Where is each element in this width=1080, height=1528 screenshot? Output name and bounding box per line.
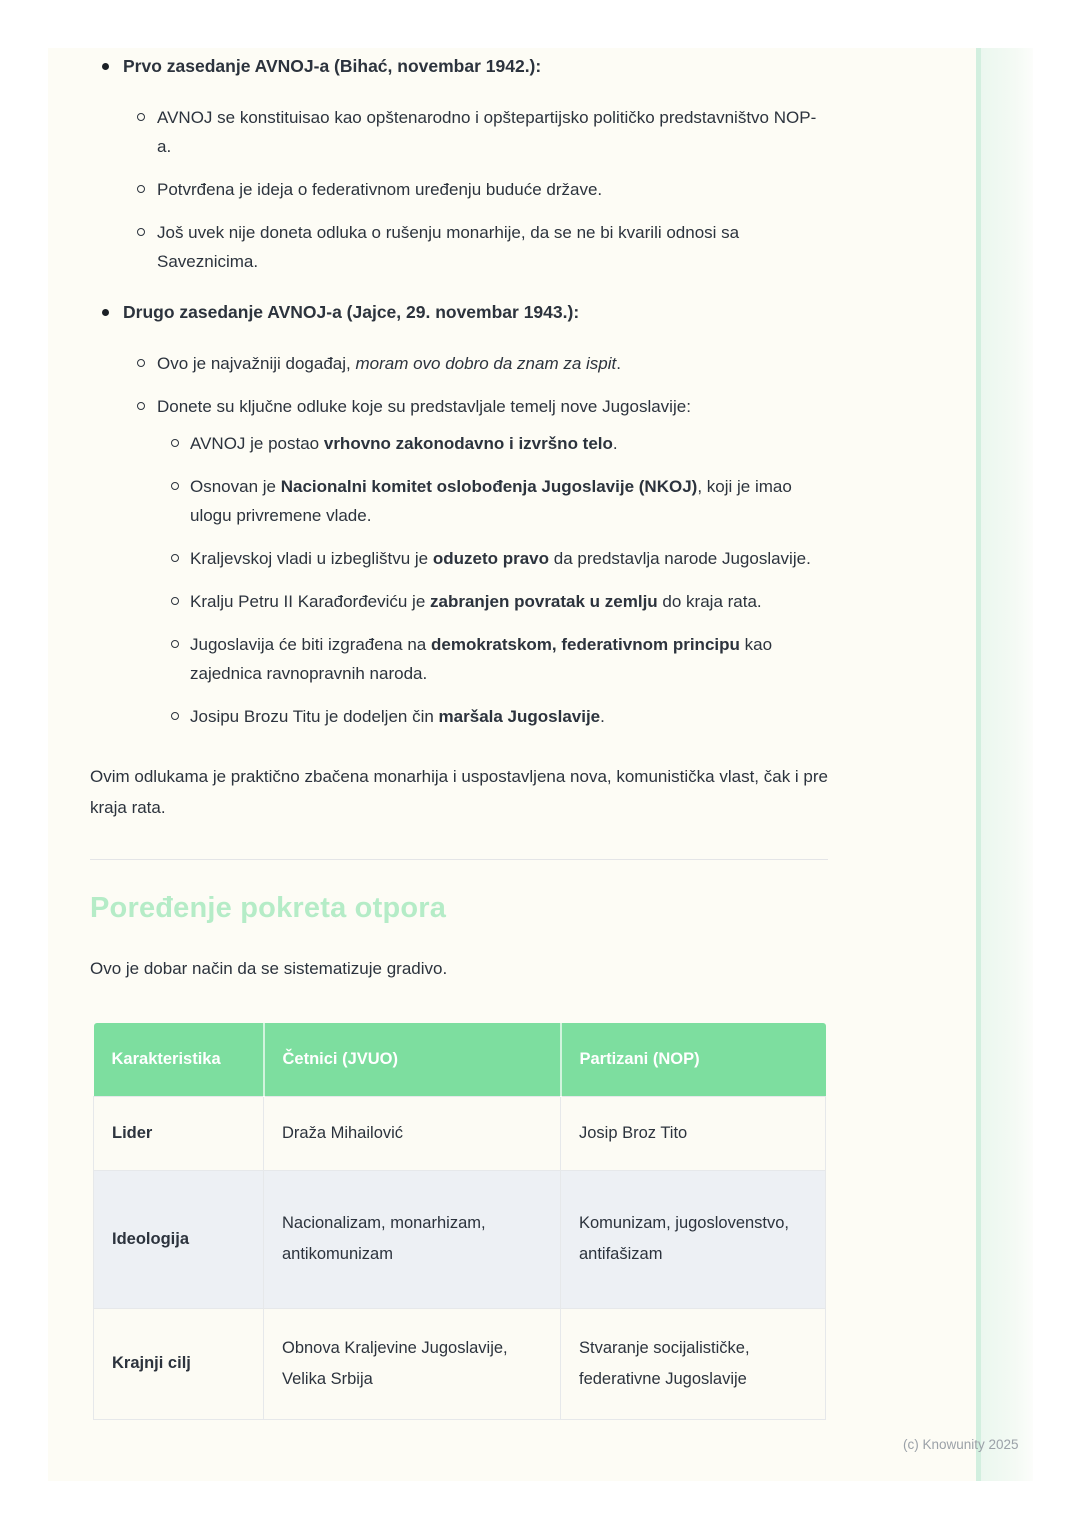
list-item-text: . — [616, 354, 621, 373]
list-item-text: Ovo je najvažniji događaj, — [157, 354, 356, 373]
page-edge-strip — [976, 48, 1033, 1481]
decision-item — [157, 702, 828, 731]
closing-paragraph: Ovim odlukama je praktično zbačena monarhija i uspostavljena nova, komunistička vlast, čak i pre kraja rata. — [90, 767, 828, 817]
comparison-intro: Ovo je dobar način da se sistematizuje gradivo. — [90, 959, 448, 978]
table-row — [94, 1308, 826, 1419]
first-session-title: Prvo zasedanje AVNOJ-a (Bihać, novembar 1942.): — [123, 56, 542, 76]
document-page — [48, 48, 1033, 1481]
table-cell: Draža Mihailović — [264, 1096, 561, 1170]
decision-text: da predstavlja narode Jugoslavije. — [549, 549, 811, 568]
column-header-partizani: Partizani (NOP) — [561, 1023, 826, 1096]
decisions-list — [157, 429, 828, 731]
first-session-item — [90, 52, 828, 276]
row-label: Lider — [94, 1096, 264, 1170]
table-cell: Obnova Kraljevine Jugoslavije, Velika Srbija — [264, 1308, 561, 1419]
decision-item — [157, 630, 828, 688]
first-session-sublist — [123, 103, 828, 276]
table-cell: Komunizam, jugoslovenstvo, antifašizam — [561, 1170, 826, 1308]
decision-text: . — [612, 434, 618, 453]
decision-text: Josipu Brozu Titu je dodeljen čin — [190, 707, 439, 726]
decision-item — [157, 544, 828, 573]
decision-item — [157, 472, 828, 530]
row-label: Krajnji cilj — [94, 1308, 264, 1419]
list-item-text: Potvrđena je ideja o federativnom uređenju buduće države. — [157, 180, 603, 199]
avnoj-sessions-list — [90, 52, 828, 731]
decision-highlight: maršala Jugoslavije — [438, 707, 601, 726]
decision-highlight: Nacionalni komitet oslobođenja Jugoslavije (NKOJ) — [280, 477, 698, 496]
table-row — [94, 1170, 826, 1308]
decision-item — [157, 587, 828, 616]
row-label: Ideologija — [94, 1170, 264, 1308]
decision-text: Jugoslavija će biti izgrađena na — [190, 635, 431, 654]
list-item — [123, 218, 828, 276]
second-session-item — [90, 298, 828, 731]
list-item-text: AVNOJ se konstituisao kao opštenarodno i opštepartijsko političko predstavništvo NOP-a. — [157, 108, 817, 156]
list-item — [123, 175, 828, 204]
list-item-text: Još uvek nije doneta odluka o rušenju monarhije, da se ne bi kvarili odnosi sa Saveznicima. — [157, 223, 740, 271]
list-item — [123, 392, 828, 731]
decision-text: do kraja rata. — [657, 592, 762, 611]
second-session-sublist — [123, 349, 828, 731]
comparison-table — [93, 1023, 826, 1420]
table-row — [94, 1096, 826, 1170]
decision-text: kao zajednica ravnopravnih naroda. — [190, 635, 773, 683]
comparison-heading: Poređenje pokreta otpora — [90, 892, 447, 924]
exam-note-italic: moram ovo dobro da znam za ispit — [355, 354, 617, 373]
list-item — [123, 349, 828, 378]
decision-highlight: demokratskom, federativnom principu — [430, 635, 740, 654]
decision-highlight: oduzeto pravo — [432, 549, 550, 568]
copyright-notice: (c) Knowunity 2025 — [903, 1437, 1019, 1452]
table-cell: Stvaranje socijalističke, federativne Jugoslavije — [561, 1308, 826, 1419]
column-header-karakteristika: Karakteristika — [94, 1023, 264, 1096]
decision-text: AVNOJ je postao — [190, 434, 324, 453]
decision-item — [157, 429, 828, 458]
second-session-title: Drugo zasedanje AVNOJ-a (Jajce, 29. novembar 1943.): — [123, 302, 580, 322]
decision-text: , koji je imao ulogu privremene vlade. — [190, 477, 792, 525]
decision-text: Kralju Petru II Karađorđeviću je — [190, 592, 431, 611]
decision-highlight: vrhovno zakonodavno i izvršno telo — [323, 434, 613, 453]
decision-text: . — [600, 707, 605, 726]
table-cell: Josip Broz Tito — [561, 1096, 826, 1170]
decision-text: Osnovan je — [190, 477, 281, 496]
table-header-row — [94, 1023, 826, 1096]
decision-text: Kraljevskoj vladi u izbeglištvu je — [190, 549, 433, 568]
section-divider — [90, 859, 828, 860]
list-item — [123, 103, 828, 161]
decision-highlight: zabranjen povratak u zemlju — [430, 592, 658, 611]
table-cell: Nacionalizam, monarhizam, antikomunizam — [264, 1170, 561, 1308]
notes-content — [90, 52, 828, 1420]
column-header-cetnici: Četnici (JVUO) — [264, 1023, 561, 1096]
decisions-intro-text: Donete su ključne odluke koje su predstavljale temelj nove Jugoslavije: — [157, 397, 691, 416]
